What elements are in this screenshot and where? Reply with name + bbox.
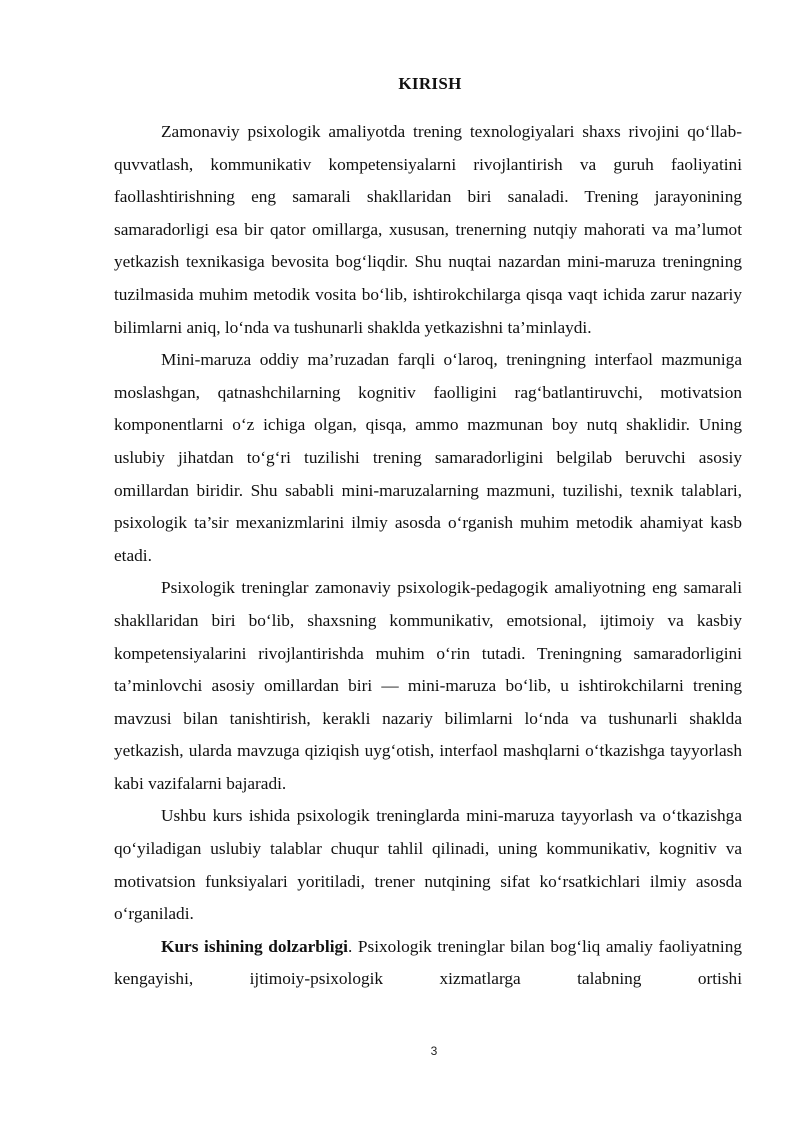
page-title: KIRISH — [398, 74, 462, 93]
paragraph-course-work: Ushbu kurs ishida psixologik treninglarda mini-maruza tayyorlash va o‘tkazishga qo‘yiladigan uslubiy talablar chuqur tahlil qilinadi, uning kommunikativ, kognitiv va motivatsion funksiyalari yoritiladi, trener nutqining sifat ko‘rsatkichlari ilmiy asosda o‘rganiladi. — [114, 806, 742, 924]
paragraph-relevance — [114, 931, 742, 996]
paragraph-mini-lecture: Mini-maruza oddiy ma’ruzadan farqli o‘laroq, treningning interfaol mazmuniga moslashgan, qatnashchilarning kognitiv faolligini rag‘batlantiruvchi, motivatsion komponentlarni o‘z ichiga olgan, qisqa, ammo mazmunan boy nutq shaklidir. Uning uslubiy jihatdan to‘g‘ri tuzilishi trening samaradorligini belgilab beruvchi asosiy omillardan biridir. Shu sababli mini-maruzalarning mazmuni, tuzilishi, texnik talablari, psixologik ta’sir mexanizmlarini ilmiy asosda o‘rganish muhim metodik ahamiyat kasb etadi. — [114, 350, 742, 565]
body-text — [114, 116, 742, 996]
paragraph-intro: Zamonaviy psixologik amaliyotda trening texnologiyalari shaxs rivojini qo‘llab-quvvatlash, kommunikativ kompetensiyalarni rivojlantirish va guruh faoliyatini faollashtirishning eng samarali shakllaridan biri sanaladi. Trening jarayonining samaradorligi esa bir qator omillarga, xususan, trenerning nutqiy mahorati va ma’lumot yetkazish texnikasiga bevosita bog‘liqdir. Shu nuqtai nazardan mini-maruza treningning tuzilmasida muhim metodik vosita bo‘lib, ishtirokchilarga qisqa vaqt ichida zarur nazariy bilimlarni aniq, lo‘nda va tushunarli shaklda yetkazishni ta’minlaydi. — [114, 122, 742, 337]
page-number: 3 — [430, 1044, 438, 1058]
relevance-heading: Kurs ishining dolzarbligi — [161, 936, 348, 956]
paragraph-psychological-trainings: Psixologik treninglar zamonaviy psixologik-pedagogik amaliyotning eng samarali shakllaridan biri bo‘lib, shaxsning kommunikativ, emotsional, ijtimoiy va kasbiy kompetensiyalarini rivojlantirishda muhim o‘rin tutadi. Treningning samaradorligini ta’minlovchi asosiy omillardan biri — mini-maruza bo‘lib, u ishtirokchilarni trening mavzusi bilan tanishtirish, kerakli nazariy bilimlarni lo‘nda va tushunarli shaklda yetkazish, ularda mavzuga qiziqish uyg‘otish, interfaol mashqlarni o‘tkazishga tayyorlash kabi vazifalarni bajaradi. — [114, 578, 742, 793]
relevance-text: . Psixologik treninglar bilan bog‘liq amaliy faoliyatning kengayishi, ijtimoiy-psixologik xizmatlarga talabning ortishi — [114, 936, 742, 989]
